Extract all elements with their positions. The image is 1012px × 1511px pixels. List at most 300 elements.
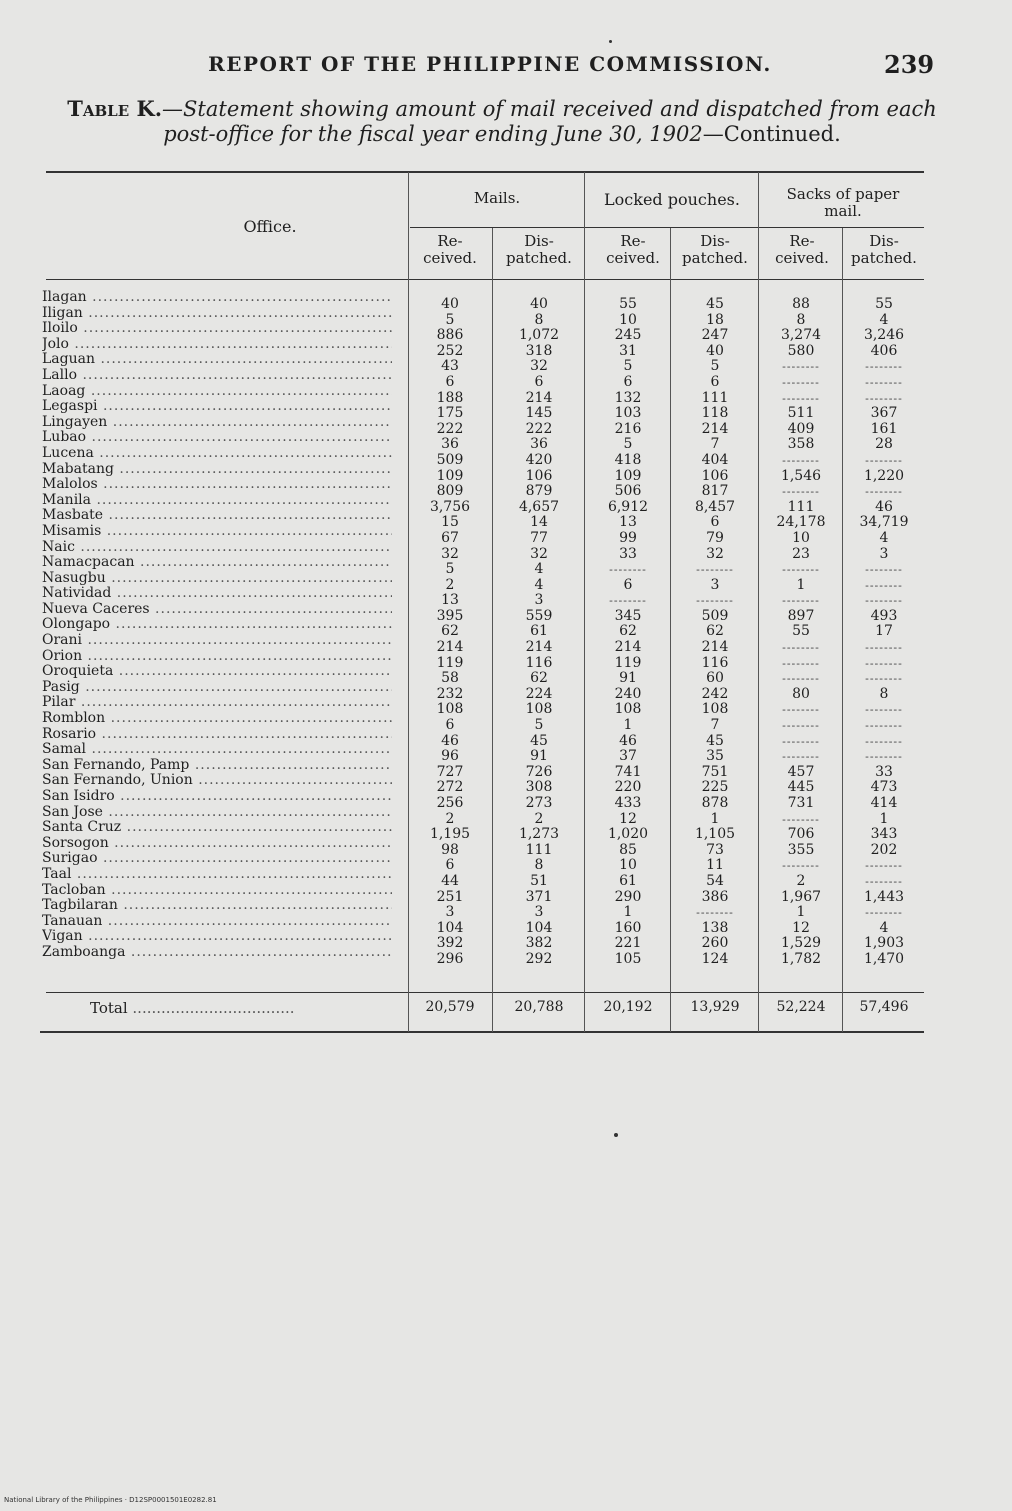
mails-received-column: [412, 297, 488, 968]
table-cell: 79: [706, 529, 724, 546]
table-cell: 433: [614, 795, 642, 811]
table-cell: 54: [706, 872, 724, 889]
office-name: Zamboanga .....: [42, 945, 392, 961]
header-sub-dispatched: Dis-patched.: [851, 232, 917, 267]
table-cell: 55: [875, 296, 893, 312]
table-cell: 559: [525, 607, 553, 624]
office-name: Mabatang .....: [42, 462, 392, 478]
table-cell: 58: [441, 670, 459, 687]
table-cell: 6: [445, 857, 455, 874]
table-cell: 73: [706, 841, 724, 858]
table-cell: 727: [436, 763, 464, 780]
table-cell: 32: [530, 358, 548, 375]
table-cell: ‑‑‑‑‑‑‑‑: [865, 750, 903, 764]
office-name: San Jose .....: [42, 805, 392, 821]
table-cell: ‑‑‑‑‑‑‑‑: [865, 874, 903, 888]
office-name: Misamis .....: [42, 524, 392, 540]
header-sub-received: Re-ceived.: [423, 232, 477, 267]
table-cell: 1,273: [518, 826, 560, 843]
table-cell: 17: [875, 623, 893, 640]
table-cell: 15: [441, 514, 459, 531]
table-cell: 897: [787, 607, 815, 624]
table-cell: 355: [787, 841, 815, 858]
table-cell: 371: [525, 888, 553, 905]
table-cell: 55: [792, 623, 810, 640]
table-cell: 3: [879, 545, 889, 562]
table-cell: 6: [623, 373, 633, 390]
office-name: Lubao .....: [42, 430, 392, 446]
table-cell: 188: [436, 389, 464, 406]
table-cell: 13: [441, 592, 459, 609]
table-cell: 18: [706, 311, 724, 328]
sacks-dispatched-column: [844, 297, 924, 968]
table-cell: 8,457: [694, 498, 736, 515]
office-name: Nasugbu .....: [42, 571, 392, 587]
table-cell: 116: [701, 654, 729, 671]
table-cell: 119: [436, 654, 464, 671]
table-cell: 98: [441, 841, 459, 858]
total-sacks-dispatched: 57,496: [859, 999, 909, 1015]
office-column: [42, 290, 392, 961]
table-cell: 6: [445, 717, 455, 734]
table-cell: 43: [441, 358, 459, 375]
table-cell: 247: [701, 327, 729, 344]
table-cell: 55: [619, 296, 637, 312]
column-divider: [842, 228, 843, 1032]
office-name: Natividad .....: [42, 586, 392, 602]
table-cell: 3,246: [863, 327, 905, 344]
table-cell: 1,195: [429, 826, 471, 843]
table-cell: 1,443: [863, 888, 905, 905]
table-cell: 1,470: [863, 950, 905, 967]
office-name: Santa Cruz .....: [42, 820, 392, 836]
office-name: San Isidro .....: [42, 789, 392, 805]
table-cell: 6: [534, 373, 544, 390]
table-cell: 106: [525, 467, 553, 484]
table-cell: 44: [441, 872, 459, 889]
table-cell: 91: [530, 748, 548, 765]
table-cell: 406: [870, 342, 898, 359]
table-cell: 5: [445, 561, 455, 578]
group-header-rule: [410, 227, 924, 228]
table-cell: 108: [525, 701, 553, 718]
table-cell: 493: [870, 607, 898, 624]
table-cell: ‑‑‑‑‑‑‑‑: [865, 859, 903, 873]
table-cell: 11: [706, 857, 724, 874]
table-cell: 251: [436, 888, 464, 905]
table-cell: 1,903: [863, 935, 905, 952]
pouches-received-column: [586, 297, 670, 968]
table-cell: 111: [701, 389, 729, 406]
table-cell: 109: [614, 467, 642, 484]
office-name: Pasig .....: [42, 680, 392, 696]
table-cell: 108: [614, 701, 642, 718]
table-cell: 224: [525, 685, 553, 702]
office-name: Sorsogon .....: [42, 836, 392, 852]
table-cell: 33: [875, 763, 893, 780]
table-cell: 751: [701, 763, 729, 780]
table-cell: 726: [525, 763, 553, 780]
table-cell: 80: [792, 685, 810, 702]
table-cell: ‑‑‑‑‑‑‑‑: [865, 578, 903, 592]
table-cell: 6: [445, 373, 455, 390]
table-cell: 13: [619, 514, 637, 531]
table-cell: ‑‑‑‑‑‑‑‑: [782, 594, 820, 608]
table-cell: ‑‑‑‑‑‑‑‑: [865, 656, 903, 670]
table-cell: 506: [614, 483, 642, 500]
office-name: Tacloban .....: [42, 883, 392, 899]
table-cell: 392: [436, 935, 464, 952]
table-cell: 8: [534, 857, 544, 874]
header-sub-received: Re-ceived.: [775, 232, 829, 267]
table-cell: 108: [701, 701, 729, 718]
table-cell: ‑‑‑‑‑‑‑‑: [782, 812, 820, 826]
table-cell: 111: [787, 498, 815, 515]
table-cell: 4: [879, 529, 889, 546]
office-name: San Fernando, Pamp .....: [42, 758, 392, 774]
table-cell: 36: [530, 436, 548, 453]
table-cell: 61: [530, 623, 548, 640]
table-caption: —Statement showing amount of mail received and dispatched from each post-office for the fiscal year ending June 30, 1902: [162, 97, 937, 146]
table-cell: ‑‑‑‑‑‑‑‑: [782, 859, 820, 873]
office-name: Jolo .....: [42, 337, 392, 353]
table-cell: 32: [441, 545, 459, 562]
table-cell: 77: [530, 529, 548, 546]
table-cell: 3: [534, 592, 544, 609]
table-cell: ‑‑‑‑‑‑‑‑: [865, 485, 903, 499]
table-cell: 40: [706, 342, 724, 359]
table-cell: 5: [534, 717, 544, 734]
table-cell: 256: [436, 795, 464, 811]
mails-dispatched-column: [494, 297, 584, 968]
office-name: Rosario .....: [42, 727, 392, 743]
total-mails-received: 20,579: [425, 999, 475, 1015]
table-cell: ‑‑‑‑‑‑‑‑: [609, 563, 647, 577]
office-name: Lallo .....: [42, 368, 392, 384]
table-cell: 509: [701, 607, 729, 624]
table-cell: 5: [623, 436, 633, 453]
table-cell: 103: [614, 405, 642, 422]
table-cell: ‑‑‑‑‑‑‑‑: [782, 672, 820, 686]
table-cell: ‑‑‑‑‑‑‑‑: [782, 703, 820, 717]
table-cell: 1: [710, 810, 720, 827]
header-bottom-rule: [46, 279, 924, 280]
table-cell: 4: [534, 561, 544, 578]
table-cell: 886: [436, 327, 464, 344]
table-cell: 116: [525, 654, 553, 671]
office-name: Iligan .....: [42, 306, 392, 322]
table-cell: 160: [614, 919, 642, 936]
table-cell: 6: [710, 514, 720, 531]
table-cell: ‑‑‑‑‑‑‑‑: [865, 734, 903, 748]
office-name: Iloilo .....: [42, 321, 392, 337]
table-cell: 260: [701, 935, 729, 952]
table-cell: 817: [701, 483, 729, 500]
column-divider: [670, 228, 671, 1032]
header-group-mails: Mails.: [473, 189, 521, 207]
table-cell: 31: [619, 342, 637, 359]
table-cell: 345: [614, 607, 642, 624]
table-cell: 2: [445, 810, 455, 827]
table-cell: 222: [525, 420, 553, 437]
table-cell: 37: [619, 748, 637, 765]
column-divider: [408, 172, 409, 1032]
table-cell: 879: [525, 483, 553, 500]
table-cell: 245: [614, 327, 642, 344]
table-cell: 5: [445, 311, 455, 328]
table-cell: 4,657: [518, 498, 560, 515]
table-cell: 109: [436, 467, 464, 484]
table-cell: 7: [710, 436, 720, 453]
table-cell: ‑‑‑‑‑‑‑‑: [865, 719, 903, 733]
table-cell: 706: [787, 826, 815, 843]
header-sub-received: Re-ceived.: [606, 232, 660, 267]
office-name: Laoag .....: [42, 384, 392, 400]
office-name: Vigan .....: [42, 929, 392, 945]
table-cell: ‑‑‑‑‑‑‑‑: [865, 563, 903, 577]
total-pouches-dispatched: 13,929: [690, 999, 740, 1015]
office-name: Oroquieta .....: [42, 664, 392, 680]
table-cell: 225: [701, 779, 729, 796]
table-cell: 216: [614, 420, 642, 437]
table-cell: 145: [525, 405, 553, 422]
table-cell: 111: [525, 841, 553, 858]
table-cell: ‑‑‑‑‑‑‑‑: [865, 375, 903, 389]
table-cell: 34,719: [859, 514, 909, 531]
table-cell: 418: [614, 451, 642, 468]
table-cell: 33: [619, 545, 637, 562]
table-cell: 2: [796, 872, 806, 889]
table-cell: 473: [870, 779, 898, 796]
total-sacks-received: 52,224: [776, 999, 826, 1015]
table-cell: 318: [525, 342, 553, 359]
table-cell: 1,105: [694, 826, 736, 843]
table-cell: 62: [706, 623, 724, 640]
table-cell: ‑‑‑‑‑‑‑‑: [782, 453, 820, 467]
table-cell: 161: [870, 420, 898, 437]
table-cell: 252: [436, 342, 464, 359]
table-cell: ‑‑‑‑‑‑‑‑: [865, 391, 903, 405]
table-cell: 118: [701, 405, 729, 422]
table-cell: 3: [445, 904, 455, 921]
table-cell: 10: [792, 529, 810, 546]
table-cell: 1: [623, 904, 633, 921]
ink-speck: [609, 40, 612, 43]
table-cell: 214: [525, 389, 553, 406]
office-name: Malolos .....: [42, 477, 392, 493]
table-cell: 457: [787, 763, 815, 780]
office-name: Samal .....: [42, 742, 392, 758]
table-cell: 91: [619, 670, 637, 687]
table-cell: 509: [436, 451, 464, 468]
office-name: Orani .....: [42, 633, 392, 649]
office-name: Nueva Caceres .....: [42, 602, 392, 618]
office-name: Manila .....: [42, 493, 392, 509]
table-cell: 36: [441, 436, 459, 453]
table-cell: 1,072: [518, 327, 560, 344]
table-cell: 4: [534, 576, 544, 593]
table-cell: 731: [787, 795, 815, 811]
office-name: Olongapo .....: [42, 617, 392, 633]
table-cell: 290: [614, 888, 642, 905]
table-cell: 7: [710, 717, 720, 734]
table-cell: 6: [623, 576, 633, 593]
table-cell: 3,274: [780, 327, 822, 344]
table-caption-suffix: —Continued.: [702, 122, 841, 146]
table-cell: 45: [706, 296, 724, 312]
table-cell: 5: [710, 358, 720, 375]
table-cell: 119: [614, 654, 642, 671]
table-cell: 40: [530, 296, 548, 312]
table-cell: 386: [701, 888, 729, 905]
table-cell: 62: [441, 623, 459, 640]
table-cell: ‑‑‑‑‑‑‑‑: [696, 563, 734, 577]
running-title: REPORT OF THE PHILIPPINE COMMISSION.: [208, 52, 772, 76]
table-top-rule: [46, 171, 924, 173]
table-cell: 809: [436, 483, 464, 500]
header-sub-dispatched: Dis-patched.: [682, 232, 748, 267]
office-name: Lingayen .....: [42, 415, 392, 431]
table-cell: ‑‑‑‑‑‑‑‑: [782, 485, 820, 499]
table-cell: 296: [436, 950, 464, 967]
table-cell: 10: [619, 857, 637, 874]
table-cell: 132: [614, 389, 642, 406]
table-cell: 51: [530, 872, 548, 889]
table-cell: 1,529: [780, 935, 822, 952]
table-cell: ‑‑‑‑‑‑‑‑: [782, 641, 820, 655]
table-cell: 5: [623, 358, 633, 375]
table-cell: 409: [787, 420, 815, 437]
table-cell: ‑‑‑‑‑‑‑‑: [782, 391, 820, 405]
table-cell: 3,756: [429, 498, 471, 515]
table-cell: 240: [614, 685, 642, 702]
office-name: Masbate .....: [42, 508, 392, 524]
table-cell: 214: [701, 639, 729, 656]
table-cell: 2: [534, 810, 544, 827]
table-cell: 60: [706, 670, 724, 687]
table-cell: 382: [525, 935, 553, 952]
table-cell: 232: [436, 685, 464, 702]
table-cell: 222: [436, 420, 464, 437]
office-name: Tanauan .....: [42, 914, 392, 930]
table-cell: 85: [619, 841, 637, 858]
table-cell: 99: [619, 529, 637, 546]
table-cell: 308: [525, 779, 553, 796]
table-cell: 414: [870, 795, 898, 811]
table-cell: 2: [445, 576, 455, 593]
table-cell: 741: [614, 763, 642, 780]
header-office: Office.: [243, 217, 297, 236]
table-cell: ‑‑‑‑‑‑‑‑: [609, 594, 647, 608]
table-cell: 104: [525, 919, 553, 936]
office-name: Naic .....: [42, 540, 392, 556]
table-cell: 6,912: [607, 498, 649, 515]
table-cell: ‑‑‑‑‑‑‑‑: [865, 453, 903, 467]
column-divider: [492, 228, 493, 1032]
table-cell: 3: [534, 904, 544, 921]
scan-credit: National Library of the Philippines · D12SP0001501E0282.81: [4, 1496, 217, 1504]
table-cell: 1,967: [780, 888, 822, 905]
table-cell: ‑‑‑‑‑‑‑‑: [865, 703, 903, 717]
table-cell: 343: [870, 826, 898, 843]
table-cell: ‑‑‑‑‑‑‑‑: [782, 563, 820, 577]
table-cell: 8: [879, 685, 889, 702]
table-cell: 14: [530, 514, 548, 531]
table-cell: 358: [787, 436, 815, 453]
table-cell: 4: [879, 311, 889, 328]
table-cell: 124: [701, 950, 729, 967]
table-cell: ‑‑‑‑‑‑‑‑: [782, 375, 820, 389]
table-cell: 108: [436, 701, 464, 718]
table-cell: 214: [525, 639, 553, 656]
table-title: [62, 96, 942, 147]
table-label: Table K.: [67, 96, 163, 121]
column-divider: [758, 172, 759, 1032]
table-cell: 105: [614, 950, 642, 967]
office-name: Surigao .....: [42, 851, 392, 867]
table-cell: 1,782: [780, 950, 822, 967]
table-cell: 12: [792, 919, 810, 936]
table-cell: 511: [787, 405, 815, 422]
table-cell: 292: [525, 950, 553, 967]
table-cell: 24,178: [776, 514, 826, 531]
table-cell: ‑‑‑‑‑‑‑‑: [696, 906, 734, 920]
table-cell: ‑‑‑‑‑‑‑‑: [696, 594, 734, 608]
table-cell: 420: [525, 451, 553, 468]
table-cell: 445: [787, 779, 815, 796]
table-cell: 273: [525, 795, 553, 811]
table-cell: ‑‑‑‑‑‑‑‑: [782, 750, 820, 764]
table-cell: 214: [436, 639, 464, 656]
table-cell: 8: [796, 311, 806, 328]
table-cell: 3: [710, 576, 720, 593]
table-cell: 221: [614, 935, 642, 952]
ink-speck: [614, 1133, 618, 1137]
table-cell: 46: [619, 732, 637, 749]
table-cell: 32: [530, 545, 548, 562]
table-cell: 1,220: [863, 467, 905, 484]
total-mails-dispatched: 20,788: [514, 999, 564, 1015]
table-cell: 1: [796, 904, 806, 921]
office-name: Pilar .....: [42, 695, 392, 711]
header-group-sacks: Sacks of paper mail.: [786, 185, 900, 220]
office-name: San Fernando, Union .....: [42, 773, 392, 789]
table-cell: ‑‑‑‑‑‑‑‑: [782, 360, 820, 374]
table-cell: 104: [436, 919, 464, 936]
table-cell: ‑‑‑‑‑‑‑‑: [782, 656, 820, 670]
table-cell: 220: [614, 779, 642, 796]
table-cell: 8: [534, 311, 544, 328]
table-cell: 395: [436, 607, 464, 624]
table-cell: 35: [706, 748, 724, 765]
table-cell: 202: [870, 841, 898, 858]
office-name: Legaspi .....: [42, 399, 392, 415]
table-cell: 367: [870, 405, 898, 422]
table-cell: 404: [701, 451, 729, 468]
column-divider: [584, 172, 585, 1032]
table-cell: 12: [619, 810, 637, 827]
total-top-rule: [46, 992, 924, 993]
table-cell: ‑‑‑‑‑‑‑‑: [865, 641, 903, 655]
office-name: Ilagan .....: [42, 290, 392, 306]
header-group-locked-pouches: Locked pouches.: [604, 190, 740, 209]
table-cell: 106: [701, 467, 729, 484]
office-name: Taal .....: [42, 867, 392, 883]
table-cell: 272: [436, 779, 464, 796]
office-name: Orion .....: [42, 649, 392, 665]
table-bottom-rule: [40, 1031, 924, 1033]
table-cell: 62: [530, 670, 548, 687]
